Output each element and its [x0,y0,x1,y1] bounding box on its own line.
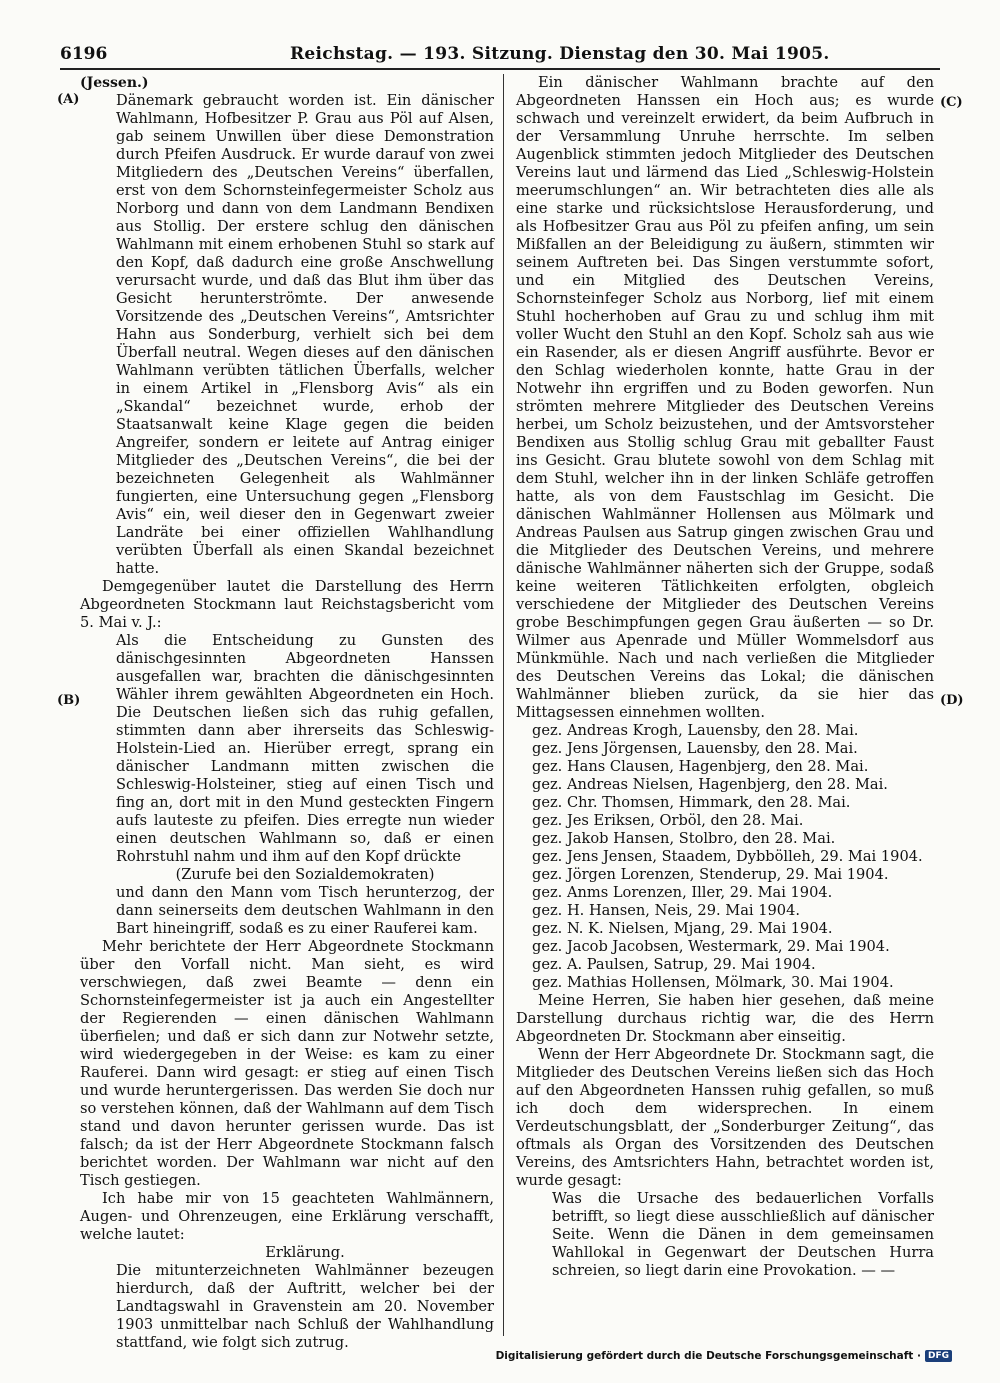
quote-paragraph: und dann den Mann vom Tisch herunterzog, der dann seinerseits dem deutschen Wahlmann in den Bart hineingriff, sodaß es zu einer Rauferei kam. [116,884,494,937]
signature-list [516,722,934,992]
quote-paragraph: Die mitunterzeichneten Wahlmänner bezeugen hierdurch, daß der Auftritt, welcher bei der Landtagswahl in Gravenstein am 20. November 1903 unmittelbar nach Schluß der Wahlhandlung stattfand, wie folgt sich zutrug. [116,1262,494,1351]
signature-line: gez. Jacob Jacobsen, Westermark, 29. Mai 1904. [532,938,890,955]
right-column [516,74,934,1280]
running-title: Reichstag. — 193. Sitzung. Dienstag den 30. Mai 1905. [290,44,830,64]
column-divider [503,74,504,1336]
page-header [60,42,940,68]
declaration-heading: Erklärung. [265,1244,345,1261]
signature-line: gez. Jörgen Lorenzen, Stenderup, 29. Mai 1904. [532,866,889,883]
margin-letter-a: (A) [57,92,80,107]
interjection: (Zurufe bei den Sozialdemokraten) [175,866,435,883]
body-paragraph: Wenn der Herr Abgeordnete Dr. Stockmann sagt, die Mitglieder des Deutschen Vereins ließen sich das Hoch auf den Abgeordneten Hanssen ruhig gefallen, so muß ich doch dem widersprechen. In einem Verdeutschungsblatt, der „Sonderburger Zeitung“, das oftmals als Organ des Vorsitzenden des Deutschen Vereins, des Amtsrichters Hahn, betrachtet worden ist, wurde gesagt: [516,1046,934,1189]
signature-line: gez. Jakob Hansen, Stolbro, den 28. Mai. [532,830,836,847]
footer-credit: Digitalisierung gefördert durch die Deutsche Forschungsgemeinschaft · [495,1350,921,1362]
body-paragraph: Demgegenüber lautet die Darstellung des Herrn Abgeordneten Stockmann laut Reichstagsbericht vom 5. Mai v. J.: [80,578,494,631]
signature-line: gez. Andreas Krogh, Lauensby, den 28. Mai. [532,722,859,739]
quote-paragraph: Dänemark gebraucht worden ist. Ein dänischer Wahlmann, Hofbesitzer P. Grau aus Pöl auf Alsen, gab seinem Unwillen über diese Demonstration durch Pfeifen Ausdruck. Er wurde darauf von zwei Mitgliedern des „Deutschen Vereins“ überfallen, erst von dem Schornsteinfegermeister Scholz aus Norborg und dann von dem Landmann Bendixen aus Stollig. Der erstere schlug den dänischen Wahlmann mit einem erhobenen Stuhl so stark auf den Kopf, daß dadurch eine große Anschwellung verursacht wurde, und daß das Blut ihm über das Gesicht herunterströmte. Der anwesende Vorsitzende des „Deutschen Vereins“, Amtsrichter Hahn aus Sonderburg, verhielt sich bei dem Überfall neutral. Wegen dieses auf den dänischen Wahlmann verübten tätlichen Überfalls, welcher in einem Artikel in „Flensborg Avis“ als ein „Skandal“ bezeichnet wurde, erhob der Staatsanwalt keine Klage gegen die beiden Angreifer, sondern er leitete auf Antrag einiger Mitglieder des „Deutschen Vereins“, die bei der bezeichneten Gelegenheit als Wahlmänner fungierten, eine Untersuchung gegen „Flensborg Avis“ ein, weil dieser den in Gegenwart zweier Landräte bei einer offiziellen Wahlhandlung verübten Überfall als einen Skandal bezeichnet hatte. [116,92,494,577]
signature-line: gez. Hans Clausen, Hagenbjerg, den 28. Mai. [532,758,869,775]
page-number: 6196 [60,44,108,64]
body-paragraph: Ich habe mir von 15 geachteten Wahlmännern, Augen- und Ohrenzeugen, eine Erklärung verschafft, welche lautet: [80,1190,494,1243]
signature-line: gez. Chr. Thomsen, Himmark, den 28. Mai. [532,794,851,811]
header-rule [60,68,940,70]
signature-line: gez. N. K. Nielsen, Mjang, 29. Mai 1904. [532,920,833,937]
quote-paragraph: Als die Entscheidung zu Gunsten des dänischgesinnten Abgeordneten Hanssen ausgefallen war, brachten die dänischgesinnten Wähler ihrem gewählten Abgeordneten ein Hoch. Die Deutschen ließen sich das ruhig gefallen, stimmten dann aber ihrerseits das Schleswig-Holstein-Lied an. Hierüber erregt, sprang ein dänischer Landmann mitten zwischen die Schleswig-Holsteiner, stieg auf einen Tisch und fing an, dort mit in den Mund gesteckten Fingern aufs lauteste zu pfeifen. Dies erregte nun wieder einen deutschen Wahlmann so, daß er einen Rohrstuhl nahm und ihm auf den Kopf drückte [116,632,494,865]
speaker-name: (Jessen.) [80,75,149,91]
signature-line: gez. Mathias Hollensen, Mölmark, 30. Mai 1904. [532,974,894,991]
signature-line: gez. A. Paulsen, Satrup, 29. Mai 1904. [532,956,816,973]
signature-line: gez. Andreas Nielsen, Hagenbjerg, den 28. Mai. [532,776,888,793]
signature-line: gez. Jes Eriksen, Orböl, den 28. Mai. [532,812,804,829]
quote-paragraph: Was die Ursache des bedauerlichen Vorfalls betrifft, so liegt diese ausschließlich auf dänischer Seite. Wenn die Dänen in dem gemeinsamen Wahllokal in Gegenwart der Deutschen Hurra schreien, so liegt darin eine Provokation. — — [552,1190,934,1279]
signature-line: gez. H. Hansen, Neis, 29. Mai 1904. [532,902,800,919]
margin-letter-c: (C) [940,95,963,110]
signature-line: gez. Jens Jensen, Staadem, Dybbölleh, 29. Mai 1904. [532,848,923,865]
body-paragraph: Mehr berichtete der Herr Abgeordnete Stockmann über den Vorfall nicht. Man sieht, es wird verschwiegen, daß zwei Beamte — denn ein Schornsteinfegermeister ist ja auch ein Angestellter der Regierenden — einen dänischen Wahlmann überfielen; und daß er sich dann zur Notwehr setzte, wird wiedergegeben in der Weise: es kam zu einer Rauferei. Dann wird gesagt: er stieg auf einen Tisch und wurde heruntergerissen. Das werden Sie doch nur so verstehen können, daß der Wahlmann auf dem Tisch stand und davon herunter gerissen wurde. Das ist falsch; da ist der Herr Abgeordnete Stockmann falsch berichtet worden. Der Wahlmann war nicht auf den Tisch gestiegen. [80,938,494,1189]
digitization-footer [496,1350,952,1362]
left-column [80,74,494,1352]
quote-paragraph: Ein dänischer Wahlmann brachte auf den Abgeordneten Hanssen ein Hoch aus; es wurde schwach und vereinzelt erwidert, da beim Aufbruch in der Versammlung Unruhe herrschte. Im selben Augenblick stimmten jedoch Mitglieder des Deutschen Vereins laut und lärmend das Lied „Schleswig-Holstein meerumschlungen“ an. Wir betrachteten dies alle als eine starke und rücksichtslose Herausforderung, und als Hofbesitzer Grau aus Pöl zu pfeifen anfing, um sein Mißfallen an der Beleidigung zu äußern, stimmten wir seinem Auftreten bei. Das Singen verstummte sofort, und ein Mitglied des Deutschen Vereins, Schornsteinfeger Scholz aus Norborg, lief mit einem Stuhl hocherhoben auf Grau zu und schlug ihm mit voller Wucht den Stuhl an den Kopf. Scholz sah aus wie ein Rasender, als er diesen Angriff ausführte. Bevor er den Schlag wiederholen konnte, hatte Grau in der Notwehr ihn ergriffen und zu Boden geworfen. Nun strömten mehrere Mitglieder des Deutschen Vereins herbei, um Scholz beizustehen, und der Amtsvorsteher Bendixen aus Stollig schlug Grau mit geballter Faust ins Gesicht. Grau blutete sowohl von dem Schlag mit dem Stuhl, welcher ihn in der linken Schläfe getroffen hatte, als von dem Faustschlag im Gesicht. Die dänischen Wahlmänner Hollensen aus Mölmark und Andreas Paulsen aus Satrup gingen zwischen Grau und die Mitglieder des Deutschen Vereins, und mehrere dänische Wahlmänner näherten sich der Gruppe, sodaß keine weiteren Tätlichkeiten erfolgten, obgleich verschiedene der Mitglieder des Deutschen Vereins grobe Beschimpfungen gegen Grau äußerten — so Dr. Wilmer aus Apenrade und Müller Wommelsdorf aus Münkmühle. Nach und nach verließen die Mitglieder des Deutschen Vereins das Lokal; die dänischen Wahlmänner blieben zurück, da sie hier das Mittagsessen einnehmen wollten. [516,74,934,721]
body-paragraph: Meine Herren, Sie haben hier gesehen, daß meine Darstellung durchaus richtig war, die des Herrn Abgeordneten Dr. Stockmann aber einseitig. [516,992,934,1045]
dfg-logo-icon: DFG [925,1350,952,1362]
signature-line: gez. Jens Jörgensen, Lauensby, den 28. Mai. [532,740,858,757]
margin-letter-d: (D) [940,693,964,708]
signature-line: gez. Anms Lorenzen, Iller, 29. Mai 1904. [532,884,833,901]
margin-letter-b: (B) [57,693,81,708]
